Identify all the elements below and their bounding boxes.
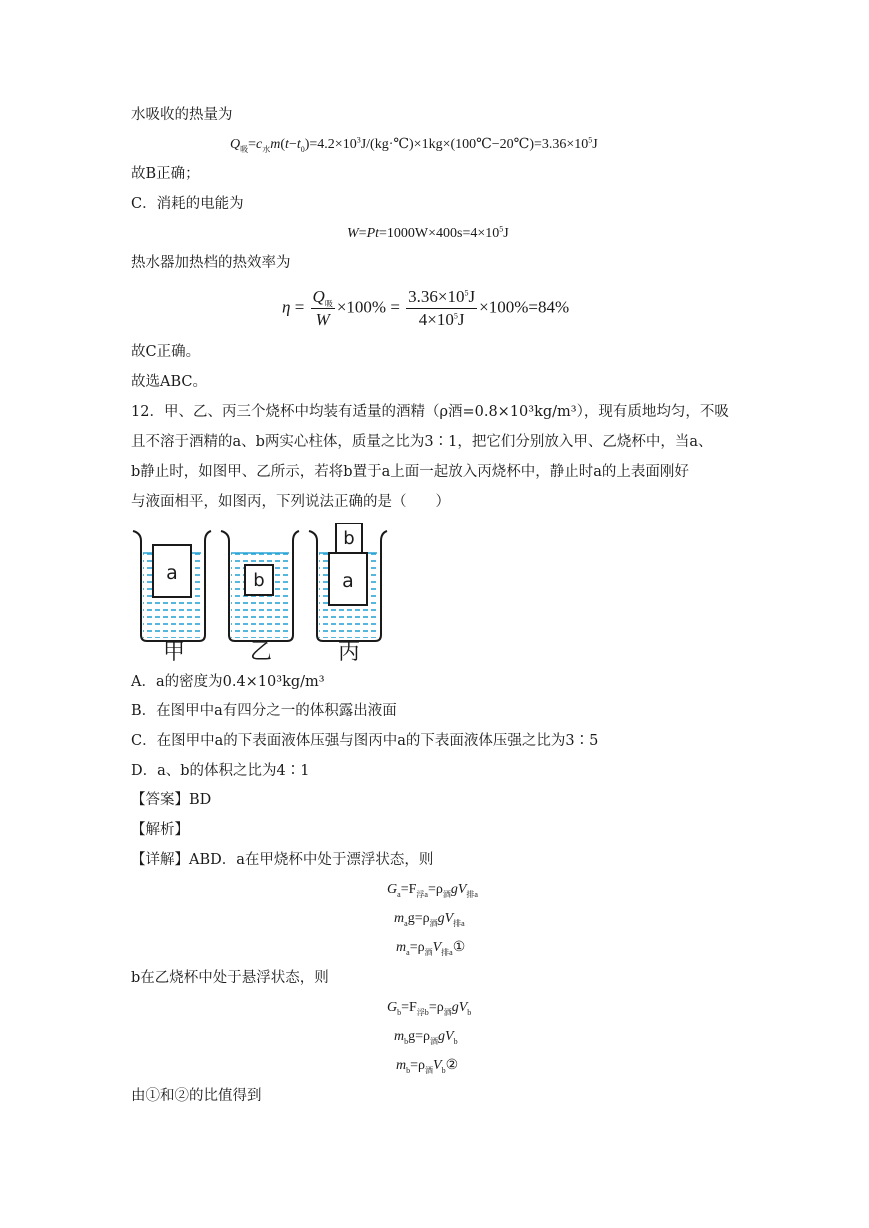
block-a-label: a [166,562,178,584]
text-line: 故C正确。 [131,344,201,360]
equation-b-2: $m_bg=\rho_酒gV_b$ [394,1029,458,1046]
answer-line: 【答案】BD [131,792,212,808]
option-d: D．a、b的体积之比为4∶1 [131,763,310,779]
equation-efficiency: η = $\frac{Q_吸}{W}$ ×100% = $\frac{3.36\times 10^5J}{4\times 10^5J}$ ×100%=84% [282,287,570,329]
option-c: C．在图甲中a的下表面液体压强与图丙中a的下表面液体压强之比为3∶5 [131,733,599,749]
text-line: C．消耗的电能为 [131,196,244,212]
text-line: b在乙烧杯中处于悬浮状态，则 [131,970,329,986]
text-line: 热水器加热档的热效率为 [131,255,291,271]
equation-energy: $W=Pt=1000W\times 400s=4\times 10^5J$ [347,224,509,241]
analysis-heading: 【解析】 [131,822,189,838]
equation-a-3: $m_a=\rho_酒V_{排a}①$ [396,940,466,957]
question-stem: 12．甲、乙、丙三个烧杯中均装有适量的酒精（ρ酒=0.8×10³kg/m³），现有质地均匀，不吸 [131,404,729,420]
text-line: 由①和②的比值得到 [131,1088,262,1104]
fraction: $\frac{3.36\times 10^5J}{4\times 10^5J}$ [408,287,476,329]
block-a-stacked-label: a [342,570,354,592]
option-a: A．a的密度为0.4×10³kg/m³ [131,674,325,690]
equation-b-3: $m_b=\rho_酒V_b②$ [396,1058,459,1075]
caption-yi: 乙 [249,640,273,663]
block-b-label: b [253,570,265,591]
caption-bing: 丙 [337,640,361,663]
beaker-jia [133,531,211,641]
beaker-bing [309,523,387,641]
beaker-figure [131,523,391,663]
caption-jia: 甲 [162,640,186,663]
equation-heat: $Q_吸=c_水m(t-t_0)=4.2\times 10^3J/(kg\cdot℃)\times 1kg\times(100℃-20℃)=3.36\times 10^5J$ [230,135,598,154]
beaker-yi [221,531,299,641]
equation-b-1: $G_b=F_{浮b}=\rho_酒gV_b$ [387,1000,472,1017]
text-line: 故选ABC。 [131,374,207,390]
question-stem: 且不溶于酒精的a、b两实心柱体，质量之比为3∶1，把它们分别放入甲、乙烧杯中，当a、 [131,434,713,450]
block-b-stacked-label: b [343,528,355,549]
question-stem: b静止时，如图甲、乙所示，若将b置于a上面一起放入丙烧杯中，静止时a的上表面刚好 [131,464,689,480]
text-line: 故B正确； [131,166,200,182]
question-stem: 与液面相平，如图丙，下列说法正确的是（ ） [131,494,450,510]
equation-a-2: $m_ag=\rho_酒gV_{排a}$ [394,911,465,928]
equation-a-1: $G_a=F_{浮a}=\rho_酒gV_{排a}$ [387,882,478,899]
detail-line: 【详解】ABD．a在甲烧杯中处于漂浮状态，则 [131,852,434,868]
text-line: 水吸收的热量为 [131,107,233,123]
fraction: $\frac{Q_吸}{W}$ [312,287,333,329]
option-b: B．在图甲中a有四分之一的体积露出液面 [131,703,397,719]
